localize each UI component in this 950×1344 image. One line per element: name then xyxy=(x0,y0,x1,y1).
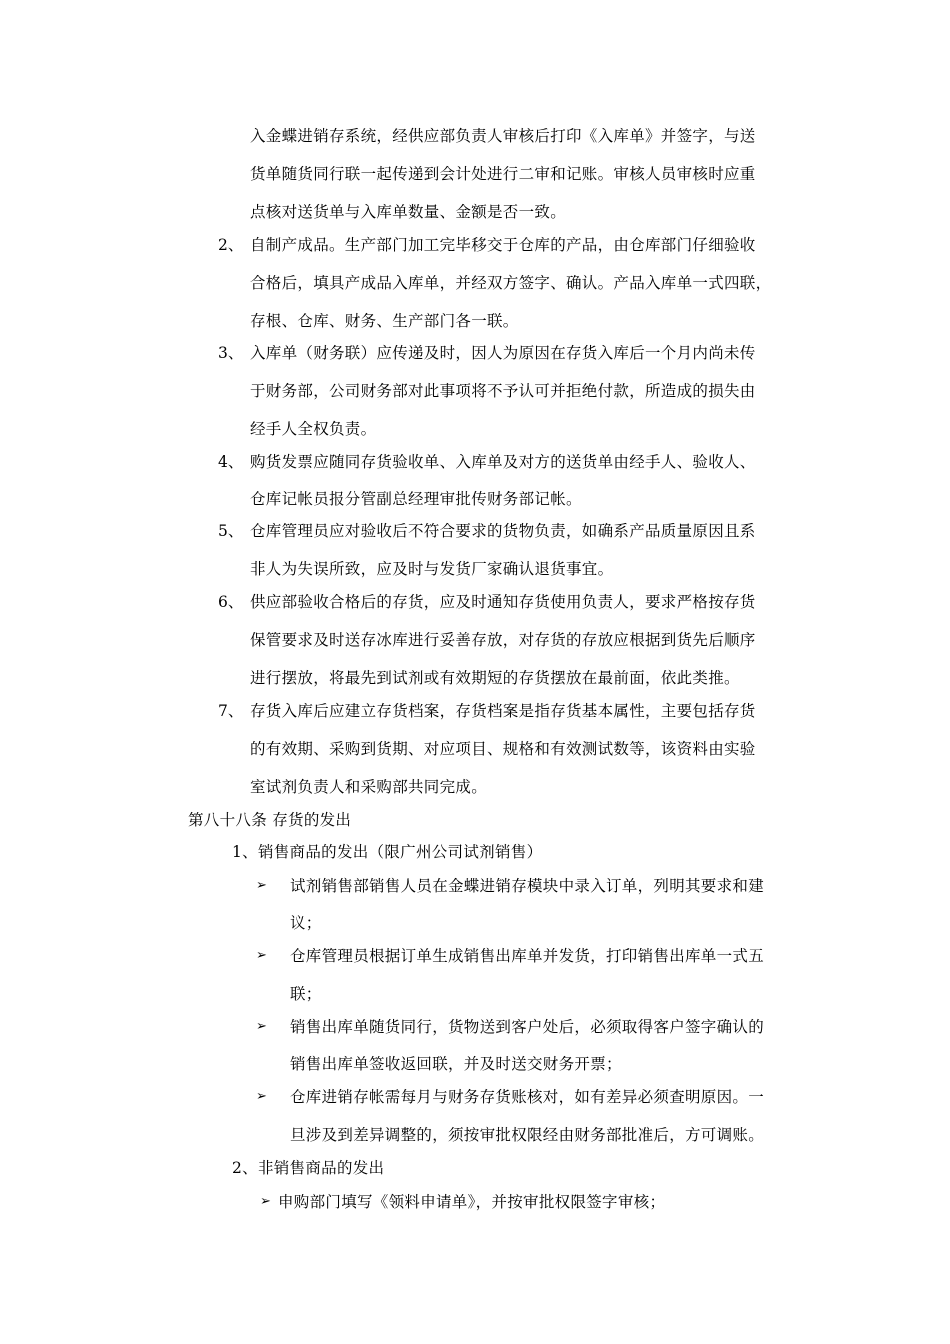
item-line: 进行摆放，将最先到试剂或有效期短的存货摆放在最前面，依此类推。 xyxy=(250,669,740,687)
item-line: 入库单（财务联）应传递及时，因人为原因在存货入库后一个月内尚未传 xyxy=(250,344,756,362)
item-number: 7、 xyxy=(218,702,244,720)
item-line: 自制产成品。生产部门加工完毕移交于仓库的产品，由仓库部门仔细验收 xyxy=(250,236,756,254)
bullet-line: 试剂销售部销售人员在金蝶进销存模块中录入订单，列明其要求和建 xyxy=(290,877,765,895)
item-line: 合格后，填具产成品入库单，并经双方签字、确认。产品入库单一式四联， xyxy=(250,274,772,292)
item-line: 仓库记帐员报分管副总经理审批传财务部记帐。 xyxy=(250,490,582,508)
article-heading: 第八十八条 存货的发出 xyxy=(188,811,352,829)
item-line: 购货发票应随同存货验收单、入库单及对方的送货单由经手人、验收人、 xyxy=(250,453,756,471)
item-line: 非人为失误所致，应及时与发货厂家确认退货事宜。 xyxy=(250,560,614,578)
item-line: 室试剂负责人和采购部共同完成。 xyxy=(250,778,488,796)
intro-line: 货单随货同行联一起传递到会计处进行二审和记账。审核人员审核时应重 xyxy=(250,165,756,183)
intro-line: 点核对送货单与入库单数量、金额是否一致。 xyxy=(250,203,567,221)
item-line: 存根、仓库、财务、生产部门各一联。 xyxy=(250,312,519,330)
item-line: 仓库管理员应对验收后不符合要求的货物负责，如确系产品质量原因且系 xyxy=(250,522,756,540)
arrow-bullet-icon: ➢ xyxy=(256,878,267,893)
item-number: 5、 xyxy=(218,522,244,540)
bullet-line: 仓库进销存帐需每月与财务存货账核对，如有差异必须查明原因。一 xyxy=(290,1088,765,1106)
bullet-line: 销售出库单随货同行，货物送到客户处后，必须取得客户签字确认的 xyxy=(290,1018,765,1036)
item-line: 保管要求及时送存冰库进行妥善存放，对存货的存放应根据到货先后顺序 xyxy=(250,631,756,649)
bullet-line: 仓库管理员根据订单生成销售出库单并发货，打印销售出库单一式五 xyxy=(290,947,765,965)
arrow-bullet-icon: ➢ xyxy=(256,1089,267,1104)
item-line: 的有效期、采购到货期、对应项目、规格和有效测试数等，该资料由实验 xyxy=(250,740,756,758)
bullet-line: 旦涉及到差异调整的，须按审批权限经由财务部批准后，方可调账。 xyxy=(290,1126,765,1144)
item-number: 6、 xyxy=(218,593,244,611)
section-title: 1、销售商品的发出（限广州公司试剂销售） xyxy=(232,843,543,861)
section-title: 2、非销售商品的发出 xyxy=(232,1159,385,1177)
item-line: 经手人全权负责。 xyxy=(250,420,377,438)
item-number: 4、 xyxy=(218,453,244,471)
item-line: 供应部验收合格后的存货，应及时通知存货使用负责人，要求严格按存货 xyxy=(250,593,756,611)
arrow-bullet-icon: ➢ xyxy=(260,1194,271,1209)
item-line: 于财务部，公司财务部对此事项将不予认可并拒绝付款，所造成的损失由 xyxy=(250,382,756,400)
item-number: 3、 xyxy=(218,344,244,362)
arrow-bullet-icon: ➢ xyxy=(256,948,267,963)
arrow-bullet-icon: ➢ xyxy=(256,1019,267,1034)
item-number: 2、 xyxy=(218,236,244,254)
bullet-line: 议； xyxy=(290,914,322,932)
bullet-line: 销售出库单签收返回联，并及时送交财务开票； xyxy=(290,1055,622,1073)
intro-line: 入金蝶进销存系统，经供应部负责人审核后打印《入库单》并签字，与送 xyxy=(250,127,756,145)
bullet-line: 申购部门填写《领料申请单》，并按审批权限签字审核； xyxy=(278,1193,666,1211)
item-line: 存货入库后应建立存货档案，存货档案是指存货基本属性，主要包括存货 xyxy=(250,702,756,720)
bullet-line: 联； xyxy=(290,985,322,1003)
